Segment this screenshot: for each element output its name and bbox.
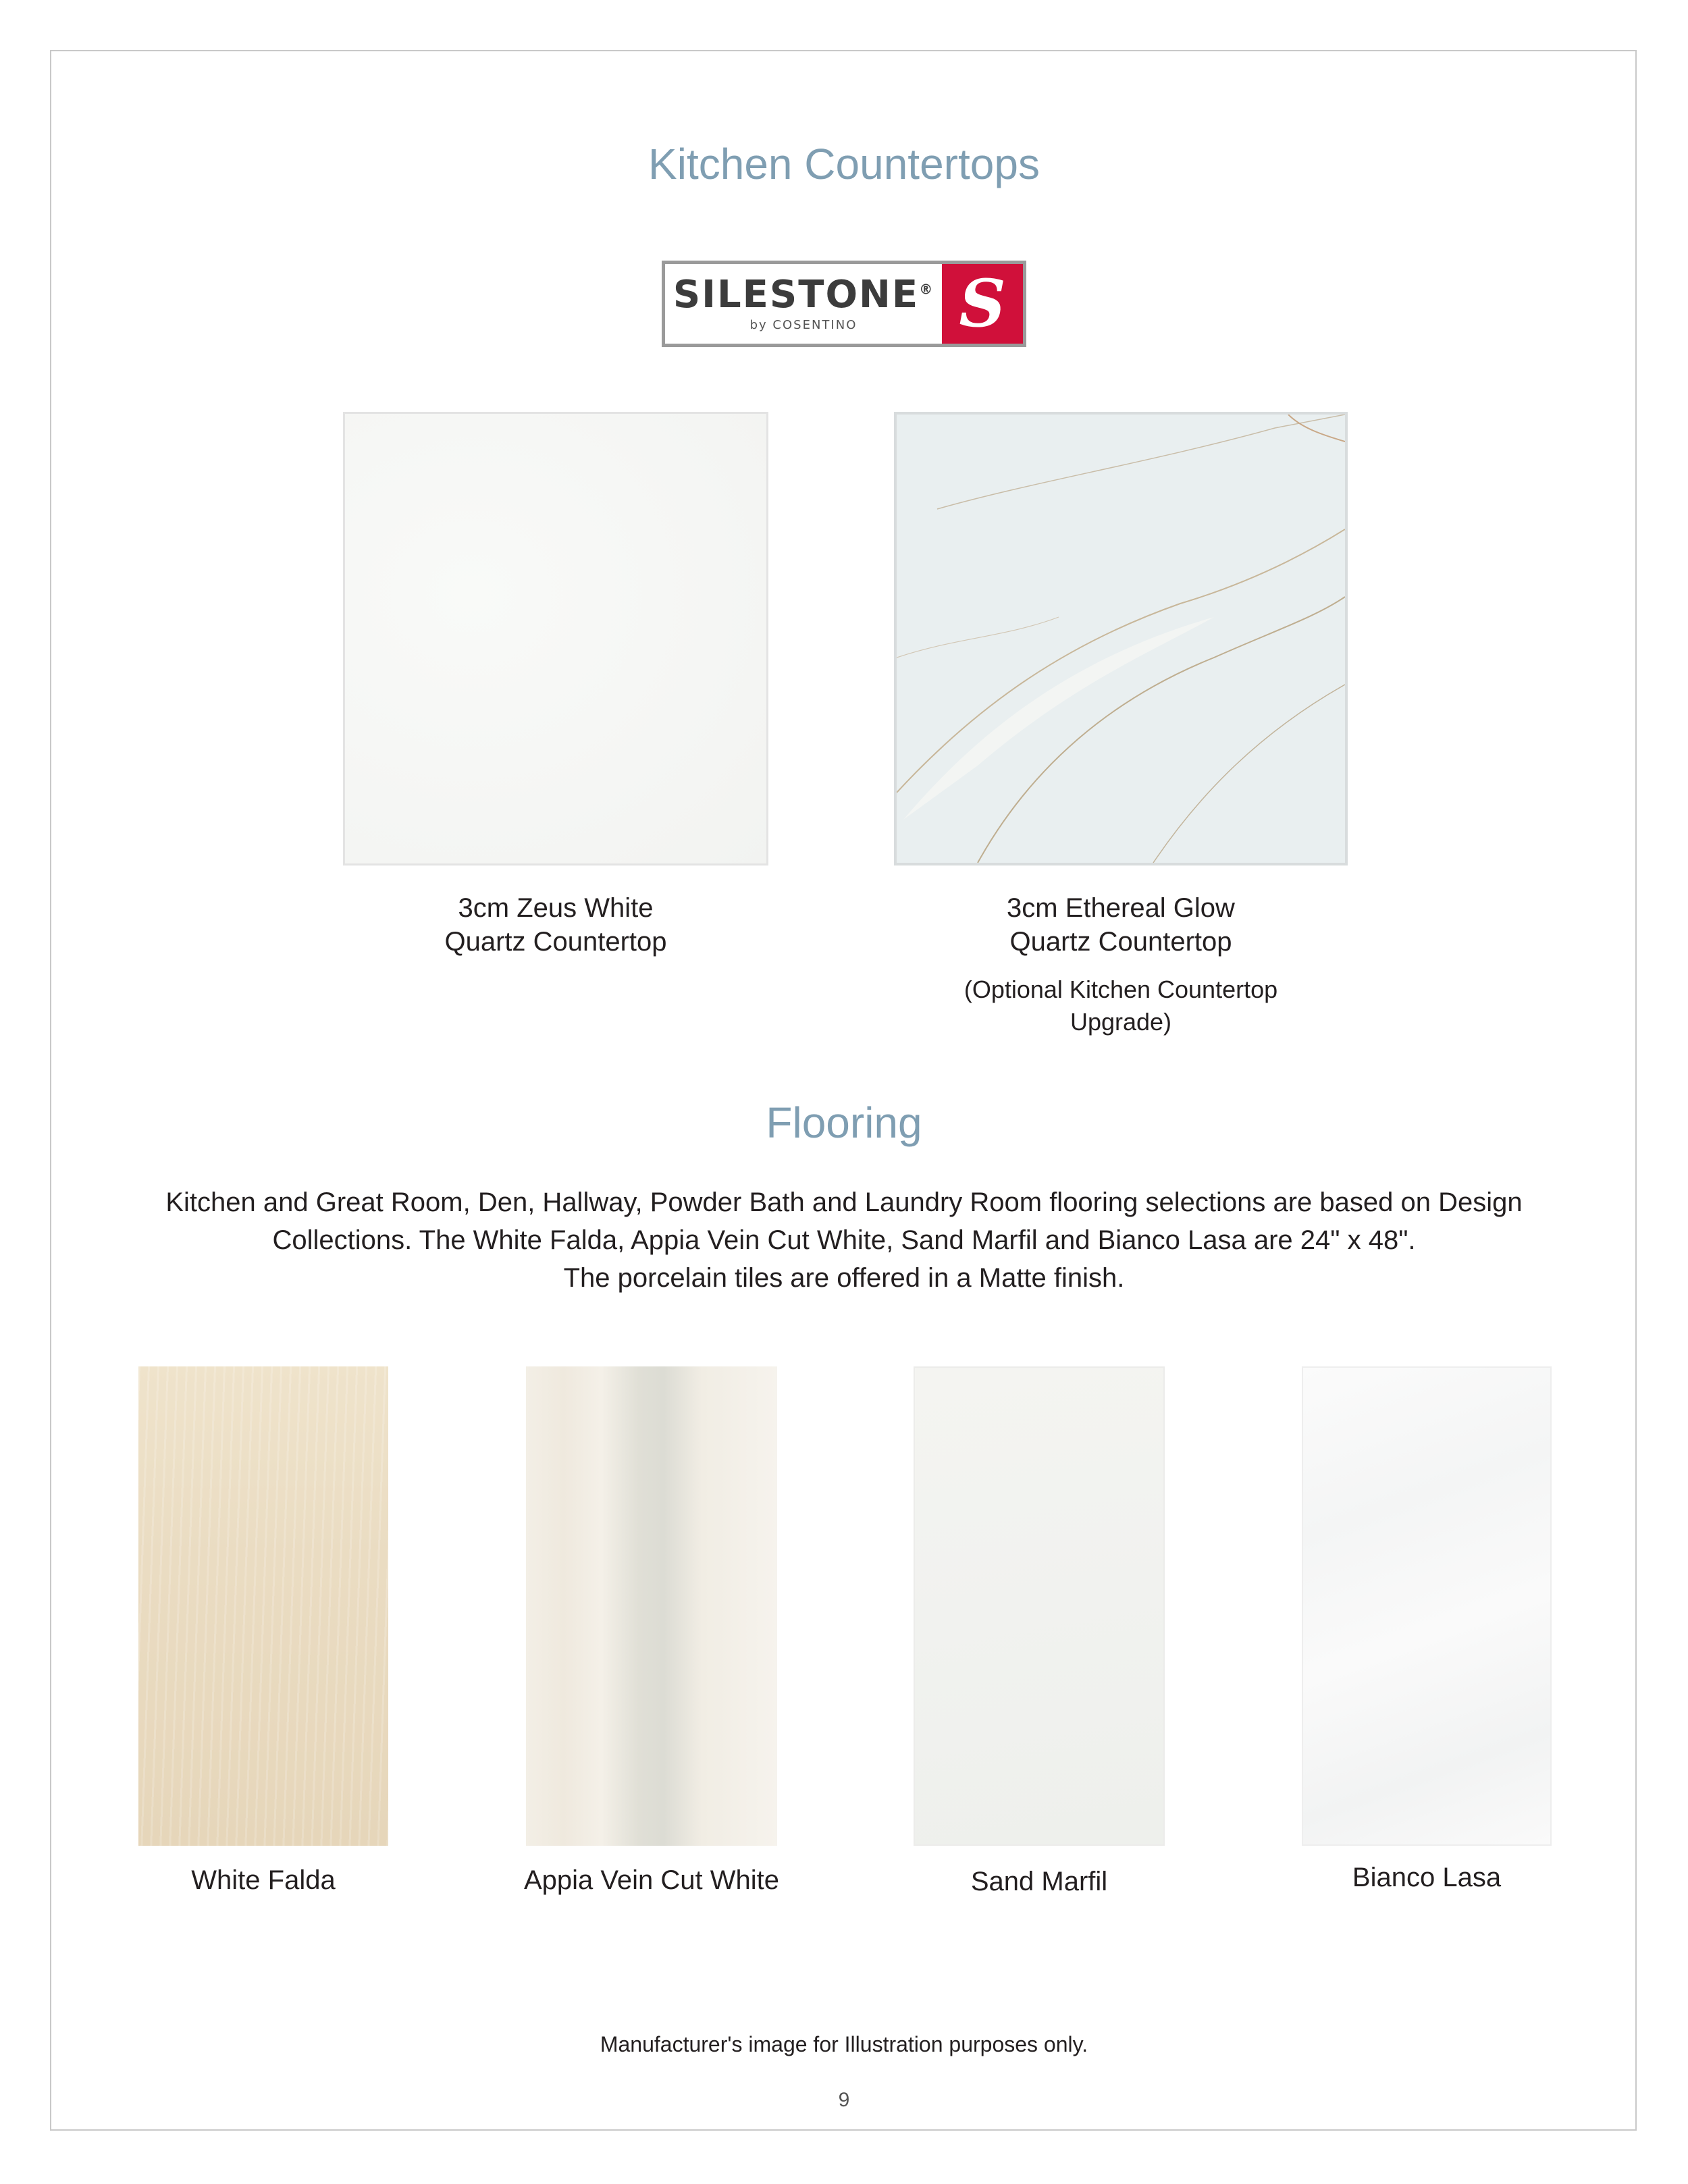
appia-vein-cut-white-label: Appia Vein Cut White	[524, 1865, 779, 1895]
registered-mark: ®	[919, 280, 934, 297]
silestone-wordmark: SILESTONE	[672, 272, 920, 317]
zeus-white-name: 3cm Zeus White	[458, 893, 654, 923]
silestone-logo-wordmark-area	[665, 264, 942, 344]
zeus-white-caption	[343, 891, 768, 959]
disclaimer: Manufacturer's image for Illustration purposes only.	[600, 2032, 1088, 2056]
ethereal-glow-name: 3cm Ethereal Glow	[1007, 893, 1235, 923]
flooring-heading: Flooring	[766, 1098, 922, 1147]
silestone-logo	[662, 261, 1026, 347]
kitchen-countertops-heading: Kitchen Countertops	[648, 140, 1040, 188]
ethereal-glow-type: Quartz Countertop	[1009, 927, 1232, 957]
upgrade-note-line2: Upgrade)	[1070, 1008, 1172, 1036]
silestone-s-mark	[942, 264, 1023, 344]
upgrade-note-line1: (Optional Kitchen Countertop	[964, 976, 1278, 1003]
bianco-lasa-label: Bianco Lasa	[1352, 1863, 1502, 1892]
flooring-description-line2: Collections. The White Falda, Appia Vein Cut White, Sand Marfil and Bianco Lasa are 24" x 48".	[272, 1225, 1416, 1255]
page-number: 9	[838, 2089, 850, 2111]
zeus-white-swatch	[343, 412, 768, 865]
sand-marfil-label: Sand Marfil	[970, 1867, 1108, 1896]
marble-vein-pattern	[897, 415, 1345, 863]
appia-vein-cut-white-tile	[526, 1366, 777, 1846]
cosentino-subtitle: by COSENTINO	[749, 317, 858, 332]
ethereal-glow-swatch	[894, 412, 1348, 865]
ethereal-glow-caption	[894, 891, 1348, 1038]
sand-marfil-tile	[914, 1366, 1165, 1846]
flooring-description-line1: Kitchen and Great Room, Den, Hallway, Powder Bath and Laundry Room flooring selections are based on Design	[165, 1188, 1523, 1217]
white-falda-tile	[138, 1366, 388, 1846]
zeus-white-type: Quartz Countertop	[444, 927, 667, 957]
flooring-description	[101, 1183, 1587, 1297]
s-mark-glyph: S	[959, 265, 1006, 342]
bianco-lasa-tile	[1302, 1366, 1552, 1846]
flooring-description-line3: The porcelain tiles are offered in a Matte finish.	[563, 1263, 1125, 1293]
white-falda-label: White Falda	[191, 1865, 336, 1895]
